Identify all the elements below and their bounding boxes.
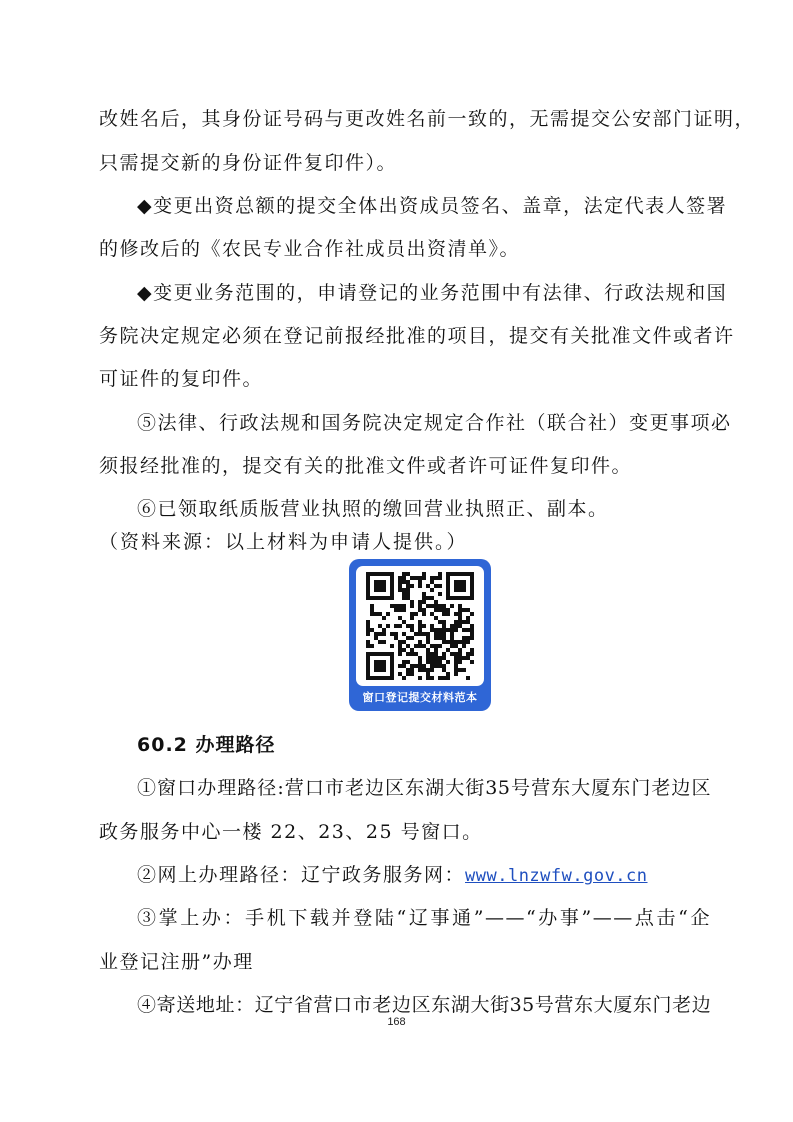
paragraph-line: 的修改后的《农民专业合作社成员出资清单》。 [99,238,521,260]
route-item-label: ②网上办理路径：辽宁政务服务网： [137,864,466,886]
qr-code-card[interactable] [349,559,491,711]
route-item: 政务服务中心一楼 22、23、25 号窗口。 [99,821,483,843]
paragraph-line: 只需提交新的身份证件复印件）。 [99,152,398,174]
source-note: （资料来源：以上材料为申请人提供。） [99,531,468,553]
qr-caption: 窗口登记提交材料范本 [362,691,478,704]
paragraph-line: 改姓名后，其身份证号码与更改姓名前一致的，无需提交公安部门证明， [99,108,756,130]
route-item [137,863,648,888]
section-heading: 60.2 办理路径 [137,734,276,756]
route-item: ③掌上办：手机下载并登陆“辽事通”——“办事”——点击“企 [137,907,711,929]
paragraph-line: ⑥已领取纸质版营业执照的缴回营业执照正、副本。 [137,498,609,520]
route-item: 业登记注册”办理 [99,951,254,973]
website-link[interactable]: www.lnzwfw.gov.cn [465,866,648,886]
qr-code-icon [366,572,474,680]
paragraph-line: ◆变更出资总额的提交全体出资成员签名、盖章，法定代表人签署 [137,195,728,217]
route-item: ④寄送地址：辽宁省营口市老边区东湖大街35号营东大厦东门老边 [137,994,711,1016]
paragraph-line: 务院决定规定必须在登记前报经批准的项目，提交有关批准文件或者许 [99,325,735,347]
qr-code-frame [356,566,484,686]
page-number: 168 [387,1016,406,1028]
route-item: ①窗口办理路径:营口市老边区东湖大街35号营东大厦东门老边区 [137,777,711,799]
paragraph-line: ◆变更业务范围的，申请登记的业务范围中有法律、行政法规和国 [137,282,728,304]
paragraph-line: 可证件的复印件。 [99,368,264,390]
paragraph-line: 须报经批准的，提交有关的批准文件或者许可证件复印件。 [99,455,633,477]
paragraph-line: ⑤法律、行政法规和国务院决定规定合作社（联合社）变更事项必 [137,412,732,434]
